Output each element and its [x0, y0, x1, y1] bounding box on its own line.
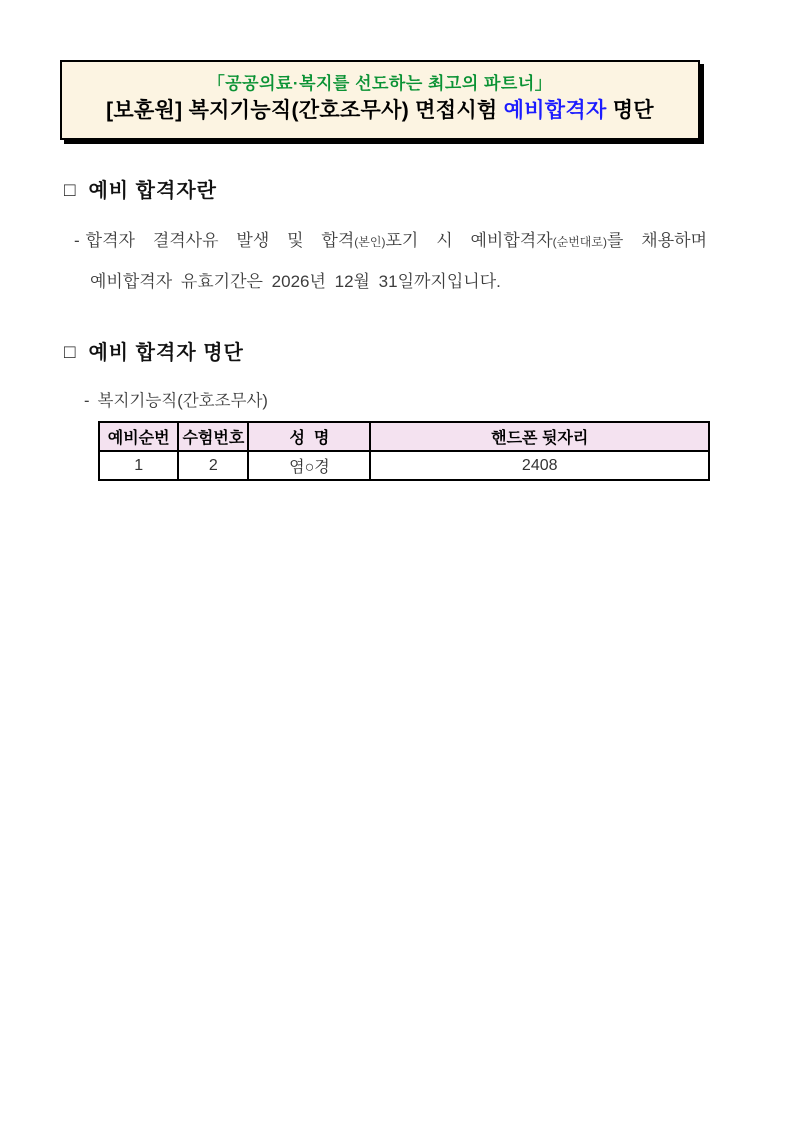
job-category-item	[84, 387, 793, 411]
definition-line-1	[74, 221, 707, 262]
title-suffix: 명단	[606, 99, 654, 122]
definition-paragraph	[74, 221, 707, 302]
header-name: 성 명	[248, 422, 370, 451]
title-highlight: 예비합격자	[503, 99, 607, 122]
square-bullet-icon: □	[64, 342, 77, 363]
title-prefix: [보훈원] 복지기능직(간호조무사) 면접시험	[106, 99, 504, 122]
table-header-row	[99, 422, 709, 451]
waiting-list-table	[98, 421, 710, 481]
section-heading-definition-label: 예비 합격자란	[88, 180, 217, 202]
section-heading-definition	[64, 174, 793, 203]
definition-line-2: 예비합격자 유효기간은 2026년 12월 31일까지입니다.	[90, 272, 501, 291]
section-heading-list	[64, 336, 793, 365]
dash-bullet: -	[74, 231, 80, 250]
body-segment-2: 포기 시 예비합격자	[385, 231, 553, 250]
table-row	[99, 451, 709, 480]
cell-reserve-number: 1	[99, 451, 178, 480]
header-exam-number: 수험번호	[178, 422, 248, 451]
slogan-line: 「공공의료·복지를 선도하는 최고의 파트너」	[207, 74, 553, 93]
header-reserve-number: 예비순번	[99, 422, 178, 451]
body-segment-3: 를 채용하며	[607, 231, 707, 250]
cell-name: 염○경	[248, 451, 370, 480]
square-bullet-icon: □	[64, 180, 77, 201]
body-segment-1: 합격자 결격사유 발생 및 합격	[85, 231, 355, 250]
body-small-2: (순번대로)	[552, 235, 607, 249]
dash-bullet: -	[84, 392, 90, 410]
body-small-1: (본인)	[354, 235, 386, 249]
title-box	[60, 60, 700, 140]
cell-phone-suffix: 2408	[370, 451, 709, 480]
section-heading-list-label: 예비 합격자 명단	[88, 342, 244, 364]
cell-exam-number: 2	[178, 451, 248, 480]
document-title	[68, 96, 692, 126]
header-phone-suffix: 핸드폰 뒷자리	[370, 422, 709, 451]
job-category-label: 복지기능직(간호조무사)	[97, 392, 268, 410]
